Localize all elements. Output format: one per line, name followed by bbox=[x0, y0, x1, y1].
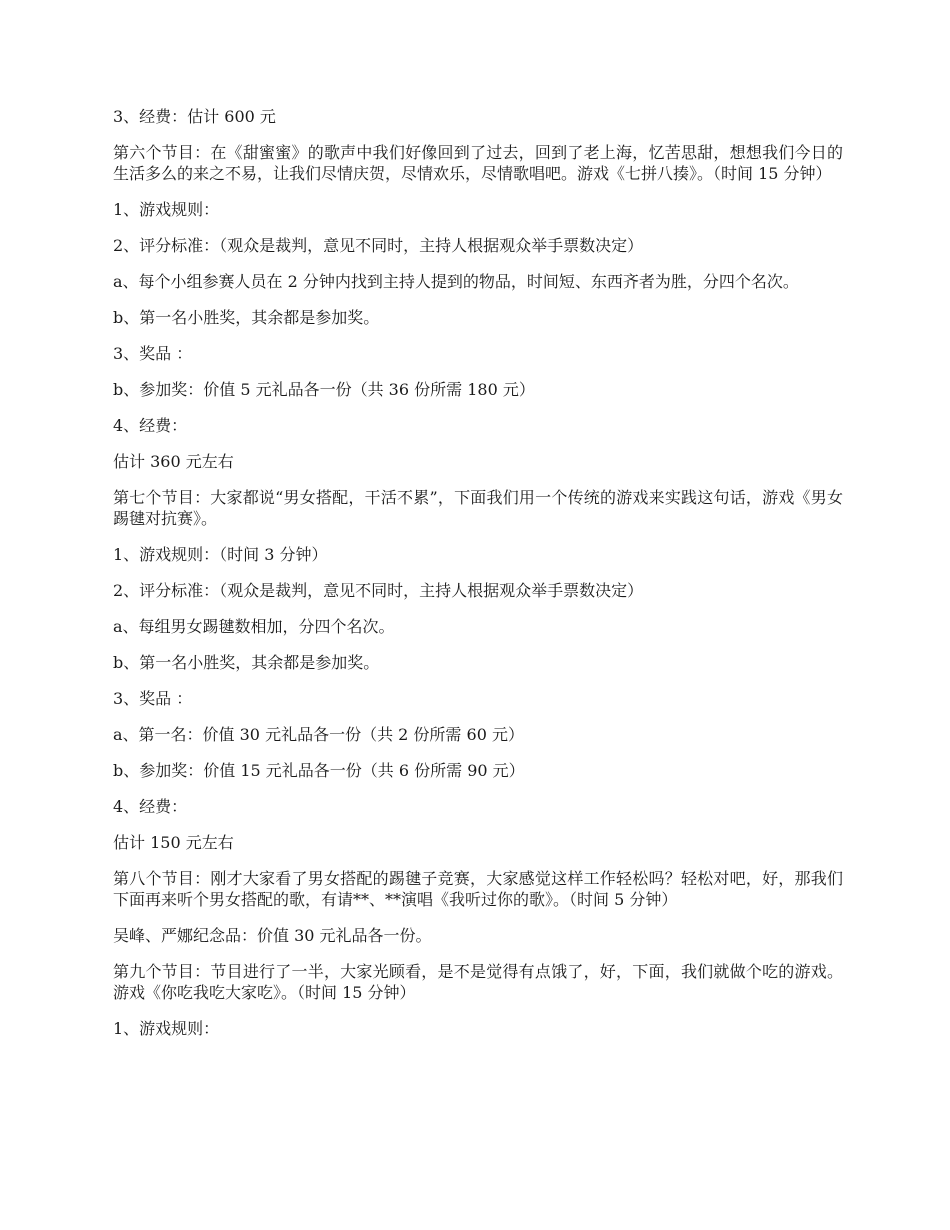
paragraph: 3、奖品 ： bbox=[113, 344, 193, 363]
paragraph: 3、经费：估计 600 元 bbox=[113, 107, 276, 126]
paragraph: a、每个小组参赛人员在 2 分钟内找到主持人提到的物品，时间短、东西齐者为胜，分四个名次。 bbox=[113, 272, 799, 291]
paragraph: b、参加奖：价值 5 元礼品各一份（共 36 份所需 180 元） bbox=[113, 380, 535, 399]
paragraph: 3、奖品 ： bbox=[113, 689, 193, 708]
paragraph: 第八个节目：刚才大家看了男女搭配的踢毽子竞赛，大家感觉这样工作轻松吗？轻松对吧，好，那我们下面再来听个男女搭配的歌，有请**、**演唱《我听过你的歌》。（时间 5 分钟） bbox=[113, 869, 843, 909]
paragraph: 2、评分标准：（观众是裁判，意见不同时，主持人根据观众举手票数决定） bbox=[113, 581, 644, 600]
paragraph: 2、评分标准：（观众是裁判，意见不同时，主持人根据观众举手票数决定） bbox=[113, 236, 644, 255]
paragraph: b、第一名小胜奖，其余都是参加奖。 bbox=[113, 308, 380, 327]
paragraph: 1、游戏规则：（时间 3 分钟） bbox=[113, 545, 328, 564]
paragraph: 4、经费： bbox=[113, 797, 188, 816]
paragraph: 吴峰、严娜纪念品：价值 30 元礼品各一份。 bbox=[113, 926, 432, 945]
paragraph: 第七个节目：大家都说“男女搭配，干活不累”，下面我们用一个传统的游戏来实践这句话，游戏《男女踢毽对抗赛》。 bbox=[113, 488, 843, 528]
paragraph: 估计 360 元左右 bbox=[113, 452, 234, 471]
paragraph: 第六个节目：在《甜蜜蜜》的歌声中我们好像回到了过去，回到了老上海，忆苦思甜，想想我们今日的生活多么的来之不易，让我们尽情庆贺，尽情欢乐，尽情歌唱吧。游戏《七拼八揍》。（时间 15 分钟） bbox=[113, 143, 843, 183]
paragraph: 第九个节目：节目进行了一半，大家光顾看，是不是觉得有点饿了，好，下面，我们就做个吃的游戏。游戏《你吃我吃大家吃》。（时间 15 分钟） bbox=[113, 962, 843, 1002]
document-body bbox=[113, 106, 843, 1054]
paragraph: 1、游戏规则： bbox=[113, 1019, 220, 1038]
paragraph: 1、游戏规则： bbox=[113, 200, 220, 219]
paragraph: a、第一名：价值 30 元礼品各一份（共 2 份所需 60 元） bbox=[113, 725, 524, 744]
paragraph: b、参加奖：价值 15 元礼品各一份（共 6 份所需 90 元） bbox=[113, 761, 525, 780]
paragraph: 4、经费： bbox=[113, 416, 188, 435]
paragraph: a、每组男女踢毽数相加，分四个名次。 bbox=[113, 617, 395, 636]
paragraph: b、第一名小胜奖，其余都是参加奖。 bbox=[113, 653, 380, 672]
paragraph: 估计 150 元左右 bbox=[113, 833, 234, 852]
